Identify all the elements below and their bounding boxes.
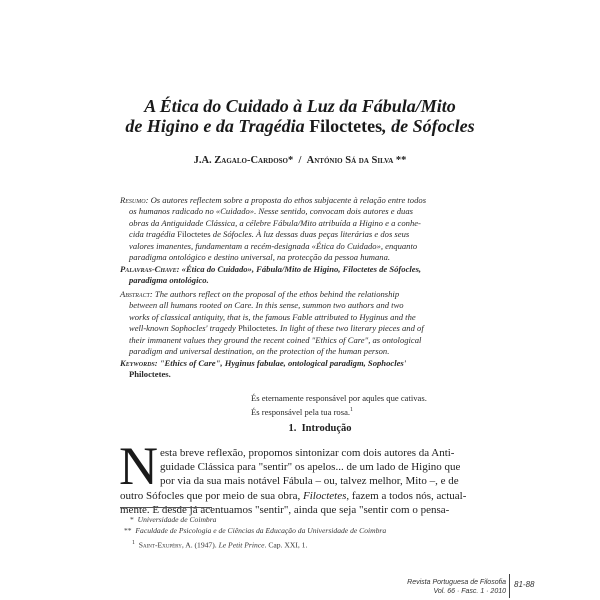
resumo-line: Resumo: Os autores reflectem sobre a proposta do ethos subjacente à relação entre todos: [120, 195, 427, 205]
body-line: guidade Clássica para "sentir" os apelos... de um lado de Higino que: [160, 461, 461, 474]
resumo-block: [120, 195, 520, 263]
section-title: Introdução: [301, 423, 352, 434]
abstract-line: between all humans rooted on Care. In this sense, summon two authors and two: [129, 300, 404, 311]
resumo-line: cida tragédia Filoctetes de Sófocles. À luz dessas duas peças literárias e dos seus: [129, 229, 410, 240]
resumo-line: paradigma ontológico e destino universal, na protecção da pessoa humana.: [129, 252, 391, 263]
abstract-line: paradigm and universal destination, on the protection of the human person.: [129, 346, 390, 357]
abstract-line: Abstract: The authors reflect on the proposal of the ethos behind the relationship: [120, 289, 400, 299]
authors-line: [60, 155, 540, 166]
abstract-line: well-known Sophocles' tragedy Philoctetes. In light of these two literary pieces and of: [129, 323, 424, 334]
drop-cap: N: [119, 436, 158, 496]
journal-footer: [366, 578, 506, 596]
footnote-1: * Universidade de Coimbra: [130, 515, 217, 524]
palavras-label: Palavras-Chave: [120, 264, 177, 274]
keywords-block: [120, 358, 520, 381]
abstract-block: [120, 289, 520, 357]
footnote-2: ** Faculdade de Psicologia e de Ciências da Educação da Universidade de Coimbra: [124, 526, 387, 535]
body-line: mente. E desde já acentuamos "sentir", ainda que seja "sentir com o pensa-: [120, 503, 450, 516]
epigraph-line-2: És responsável pela tua rosa.$^1$: [251, 406, 354, 417]
resumo-line: obras da Antiguidade Clássica, a célebre Fábula/Mito atribuída a Higino e a conhe-: [129, 217, 421, 228]
epigraph-line-1: És eternamente responsável por aqules que cativas.: [251, 393, 427, 403]
journal-volume: Vol. 66 · Fasc. 1 · 2010: [433, 588, 506, 595]
section-heading: [120, 423, 520, 434]
keywords-label: Keywords: [120, 358, 155, 368]
author-separator: /: [298, 155, 302, 166]
keywords-line: Keywords: "Ethics of Care", Hyginus fabulae, ontological paradigm, Sophocles': [120, 358, 407, 368]
epigraph: [251, 393, 451, 418]
palavras-line: paradigma ontológico.: [129, 275, 209, 286]
palavras-line: Palavras-Chave: «Ética do Cuidado», Fábula/Mito de Higino, Filoctetes de Sófocles,: [120, 264, 422, 274]
body-line: esta breve reflexão, propomos sintonizar com dois autores da Anti-: [160, 447, 455, 459]
author-1: J.A. Zagalo-Cardoso*: [193, 155, 294, 166]
journal-name: Revista Portuguesa de Filosofia: [407, 579, 506, 586]
footnote-rule: [120, 507, 212, 508]
resumo-line: valores imanentes, fundamentam a recém-designada «Ética do Cuidado», enquanto: [129, 240, 418, 251]
body-line: por via da sua mais notável Fábula – ou, talvez melhor, Mito –, e de: [160, 475, 459, 488]
footnote-3: $^1$ Saint-Exupéry, A. (1947). Le Petit Prince. Cap. XXI, 1.: [132, 540, 308, 550]
resumo-line: os humanos radicado no «Cuidado». Nesse sentido, convocam dois autores e duas: [129, 206, 413, 217]
abstract-label: Abstract: [120, 289, 150, 299]
resumo-label: Resumo: [120, 195, 146, 205]
keywords-line: Philoctetes.: [129, 369, 171, 380]
abstract-line: their immanent values they ground the recent coined "Ethics of Care", as ontological: [129, 334, 422, 345]
abstract-line: works of classical antiquity, that is, the famous Fable attributed to Hyginus and the: [129, 311, 416, 322]
palavras-chave-block: [120, 264, 520, 287]
author-2: António Sá da Silva **: [306, 155, 407, 166]
page-range: 81-88: [514, 580, 535, 589]
section-number: 1.: [288, 423, 297, 434]
footer-divider: [509, 574, 510, 598]
article-title: [60, 96, 540, 136]
title-line-1: A Ética do Cuidado à Luz da Fábula/Mito: [144, 96, 456, 116]
title-line-2: de Higino e da Tragédia Filoctetes, de Sófocles: [125, 116, 475, 136]
footnote-ref: 1: [350, 406, 354, 413]
body-line: outro Sófocles que por meio de sua obra, Filoctetes, fazem a todos nós, actual-: [120, 489, 467, 502]
